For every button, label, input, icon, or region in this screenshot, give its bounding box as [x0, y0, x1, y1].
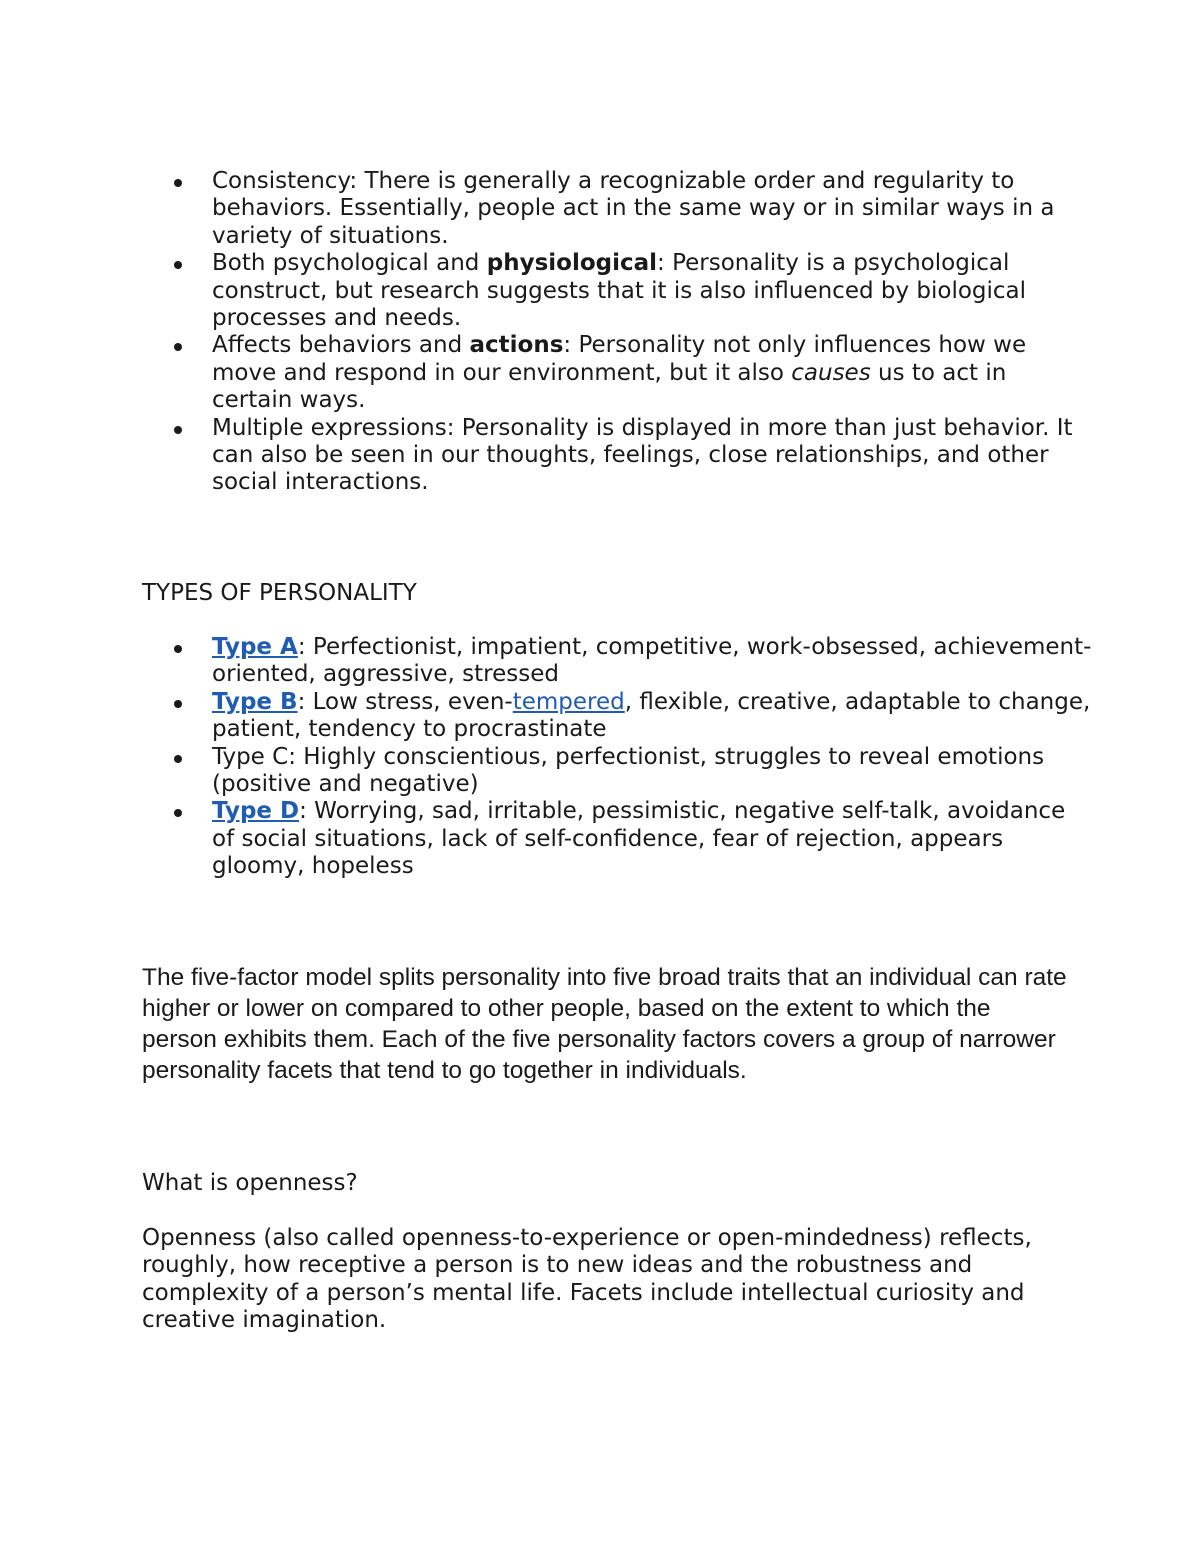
list-item-text: Consistency: There is generally a recognizable order and regularity to behaviors. Essentially, people act in the same way or in similar ways in a variety of situations.	[212, 168, 1055, 249]
tempered-link[interactable]: tempered	[512, 688, 625, 715]
list-item-text: Both psychological and	[212, 250, 487, 277]
list-item-text: Multiple expressions: Personality is displayed in more than just behavior. It can also be seen in our thoughts, feelings, close relationships, and other social interactions.	[212, 414, 1073, 496]
list-item-text: : Low stress, even-	[297, 688, 513, 715]
list-item-text: : Personality not only influences how we move and respond in our environment, but it also	[212, 332, 1027, 386]
bullet-icon	[174, 261, 182, 269]
bullet-icon	[174, 645, 182, 653]
list-item-italic-term: causes	[791, 359, 871, 386]
openness-heading: What is openness?	[142, 1170, 358, 1196]
list-item	[212, 798, 1092, 880]
list-item-text: : Personality is a psychological construct, but research suggests that it is also influenced by biological processes and needs.	[212, 250, 1027, 332]
list-item-text: Affects behaviors and	[212, 332, 470, 359]
list-item-text: : Worrying, sad, irritable, pessimistic, negative self-talk, avoidance of social situations, lack of self-confidence, fear of rejection, appears gloomy, hopeless	[212, 798, 1066, 880]
type-b-link[interactable]: Type B	[212, 688, 298, 715]
bullet-icon	[174, 426, 182, 434]
list-item	[212, 634, 1092, 689]
list-item-bold-term: physiological	[486, 250, 658, 277]
type-a-link[interactable]: Type A	[212, 634, 298, 660]
list-item-text: Type C: Highly conscientious, perfectionist, struggles to reveal emotions (positive and negative)	[212, 743, 1045, 798]
list-item-bold-term: actions	[469, 332, 564, 359]
bullet-icon	[174, 179, 182, 187]
bullet-icon	[174, 809, 182, 817]
five-factor-paragraph: The five-factor model splits personality into five broad traits that an individual can rate higher or lower on compared to other people, based on the extent to which the person exhibits them. Each of the five personality factors covers a group of narrower personality facets that tend to go together in individuals.	[142, 964, 1067, 1084]
type-d-link[interactable]: Type D	[212, 798, 300, 825]
list-item-text: : Perfectionist, impatient, competitive, work-obsessed, achievement-oriented, aggressive, stressed	[212, 634, 1092, 688]
list-item-text: , flexible, creative, adaptable to change, patient, tendency to procrastinate	[212, 688, 1091, 743]
list-item	[212, 689, 1092, 744]
list-item	[212, 168, 1092, 250]
traits-list	[212, 168, 1092, 497]
bullet-icon	[174, 343, 182, 351]
list-item	[212, 332, 1092, 414]
types-heading: TYPES OF PERSONALITY	[142, 580, 417, 606]
types-list	[212, 634, 1092, 881]
bullet-icon	[174, 755, 182, 763]
list-item	[212, 415, 1092, 497]
list-item	[212, 744, 1092, 799]
openness-paragraph: Openness (also called openness-to-experience or open-mindedness) reflects, roughly, how receptive a person is to new ideas and the robustness and complexity of a person’s mental life. Facets include intellectual curiosity and creative imagination.	[142, 1225, 1032, 1334]
list-item	[212, 250, 1092, 332]
bullet-icon	[174, 700, 182, 708]
list-item-text: us to act in certain ways.	[212, 359, 1007, 414]
